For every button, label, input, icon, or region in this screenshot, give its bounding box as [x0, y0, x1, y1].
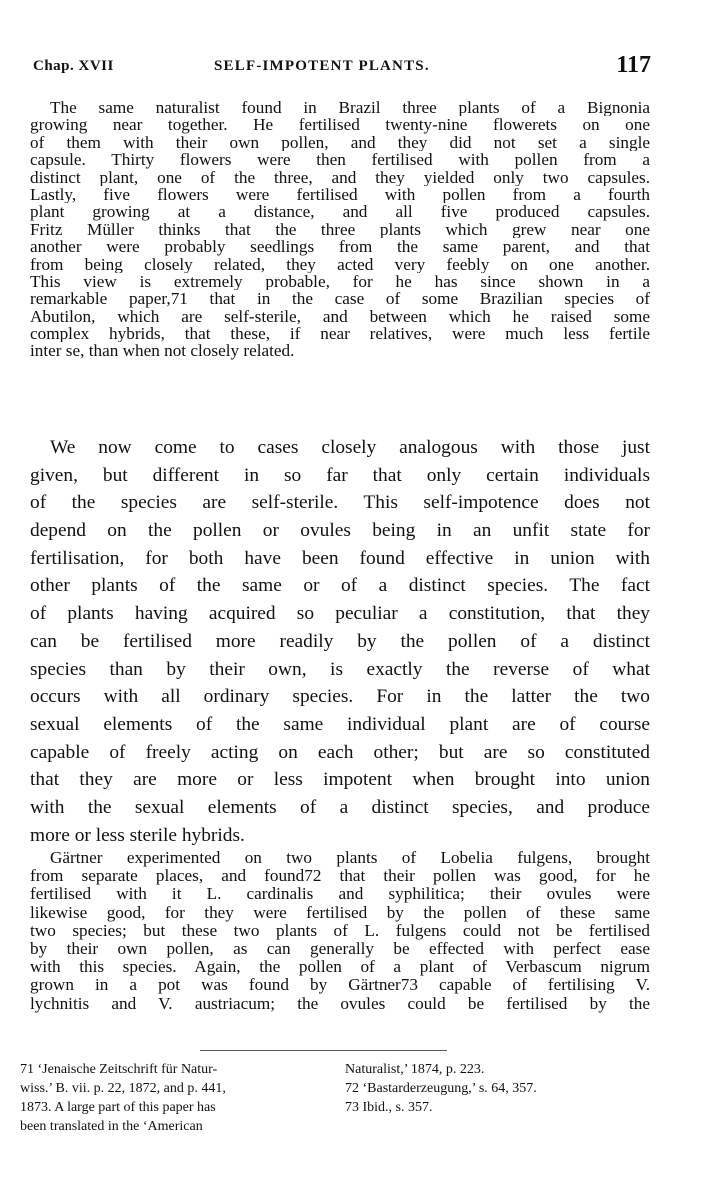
text-line: of them with their own pollen, and they did not set a single — [30, 133, 650, 152]
text-line: lychnitis and V. austriacum; the ovules could be fertilised by the — [30, 994, 650, 1013]
running-header — [33, 52, 651, 84]
text-line: sexual elements of the same individual plant are of course — [30, 713, 650, 735]
text-line: capsule. Thirty flowers were then fertilised with pollen from a — [30, 151, 650, 169]
text-line: This view is extremely probable, for he has since shown in a — [30, 272, 650, 291]
text-line: growing near together. He fertilised twenty-nine flowerets on one — [30, 116, 650, 134]
text-line: We now come to cases closely analogous with those just — [50, 437, 650, 458]
text-line: remarkable paper,71 that in the case of some Brazilian species of — [30, 290, 650, 308]
text-line: likewise good, for they were fertilised by the pollen of these same — [30, 903, 650, 922]
text-line: with the sexual elements of a distinct species, and produce — [30, 796, 650, 818]
text-line: with this species. Again, the pollen of a plant of Verbascum nigrum — [30, 958, 650, 977]
footnotes-left-column — [20, 1060, 320, 1136]
text-line: of plants having acquired so peculiar a constitution, that they — [30, 603, 650, 625]
text-line: more or less sterile hybrids. — [30, 824, 245, 846]
footnote-line: been translated in the ‘American — [20, 1119, 203, 1134]
text-line: complex hybrids, that these, if near relatives, were much less fertile — [30, 325, 650, 343]
text-line: The same naturalist found in Brazil three plants of a Bignonia — [50, 99, 650, 117]
text-line: capable of freely acting on each other; but are so constituted — [30, 741, 650, 763]
footnote-line: wiss.’ B. vii. p. 22, 1872, and p. 441, — [20, 1081, 226, 1096]
text-line: can be fertilised more readily by the pollen of a distinct — [30, 630, 650, 652]
text-line: given, but different in so far that only certain individuals — [30, 464, 650, 486]
footnote-line: 73 Ibid., s. 357. — [345, 1100, 433, 1115]
paragraph-self-sterile — [30, 434, 650, 849]
text-line: Lastly, five flowers were fertilised with pollen from a fourth — [30, 185, 650, 204]
text-line: by their own pollen, as can generally be effected with perfect ease — [30, 939, 650, 958]
text-line: from separate places, and found72 that their pollen was good, for he — [30, 867, 650, 886]
text-line: species than by their own, is exactly the reverse of what — [30, 658, 650, 680]
text-line: Fritz Müller thinks that the three plants which grew near one — [30, 220, 650, 239]
text-line: of the species are self-sterile. This self-impotence does not — [30, 492, 650, 514]
footnote-line: 1873. A large part of this paper has — [20, 1100, 216, 1115]
text-line: fertilisation, for both have been found effective in union with — [30, 547, 650, 569]
text-line: occurs with all ordinary species. For in the latter the two — [30, 686, 650, 708]
text-line: two species; but these two plants of L. fulgens could not be fertilised — [30, 921, 650, 940]
text-line: distinct plant, one of the three, and they yielded only two capsules. — [30, 168, 650, 186]
text-line: depend on the pollen or ovules being in an unfit state for — [30, 520, 650, 542]
text-line: Gärtner experimented on two plants of Lobelia fulgens, brought — [50, 849, 650, 867]
page-number: 117 — [616, 52, 651, 78]
chapter-label: Chap. XVII — [33, 58, 114, 74]
text-line: from being closely related, they acted very feebly on one another. — [30, 255, 650, 273]
footnote-divider — [200, 1050, 447, 1051]
running-title: SELF-IMPOTENT PLANTS. — [214, 58, 430, 74]
text-line: other plants of the same or of a distinct species. The fact — [30, 575, 650, 597]
footnotes-right-column — [345, 1060, 645, 1117]
text-line: inter se, than when not closely related. — [30, 342, 295, 360]
text-line: Abutilon, which are self-sterile, and between which he raised some — [30, 307, 650, 326]
text-line: plant growing at a distance, and all five produced capsules. — [30, 203, 650, 221]
paragraph-gartner — [30, 849, 650, 1013]
text-line: grown in a pot was found by Gärtner73 capable of fertilising V. — [30, 976, 650, 995]
text-line: that they are more or less impotent when brought into union — [30, 769, 650, 791]
text-line: fertilised with it L. cardinalis and syphilitica; their ovules were — [30, 885, 650, 904]
text-line: another were probably seedlings from the same parent, and that — [30, 238, 650, 256]
footnote-line: Naturalist,’ 1874, p. 223. — [345, 1062, 485, 1077]
footnote-line: 72 ‘Bastarderzeugung,’ s. 64, 357. — [345, 1081, 537, 1096]
footnote-line: 71 ‘Jenaische Zeitschrift für Natur- — [20, 1062, 218, 1077]
paragraph-bignonia — [30, 99, 650, 360]
